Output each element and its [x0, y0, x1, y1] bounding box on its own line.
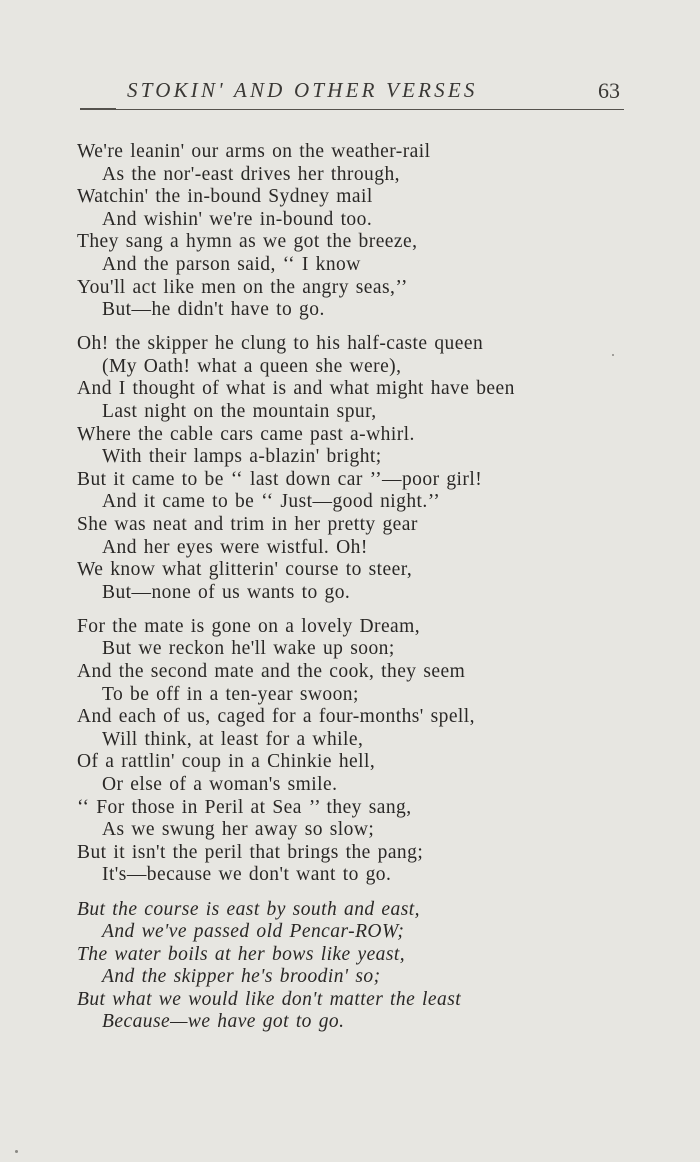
verse-line: And the parson said, ‘‘ I know	[102, 253, 361, 275]
verse-line: And we've passed old Pencar-ROW;	[102, 921, 405, 943]
verse-line: (My Oath! what a queen she were),	[102, 355, 402, 377]
verse-line: And the skipper he's broodin' so;	[102, 966, 381, 988]
stanza	[77, 616, 677, 887]
verse-line: But it isn't the peril that brings the pang;	[77, 841, 424, 863]
running-head	[0, 74, 700, 108]
verse-line: They sang a hymn as we got the breeze,	[77, 231, 418, 253]
verse-line: We're leanin' our arms on the weather-rail	[77, 141, 431, 162]
page-number: 63	[598, 78, 620, 103]
verse-line: But we reckon he'll wake up soon;	[102, 638, 395, 660]
stanza	[77, 899, 677, 1035]
verse-line: And it came to be ‘‘ Just—good night.’’	[102, 491, 441, 513]
verse-line: Last night on the mountain spur,	[102, 401, 377, 423]
verse-line: But the course is east by south and east,	[77, 898, 420, 920]
verse-line: The water boils at her bows like yeast,	[77, 943, 406, 965]
paper-speck	[612, 354, 614, 356]
verse-line: And I thought of what is and what might have been	[77, 378, 515, 400]
verse-line: And the second mate and the cook, they seem	[77, 661, 466, 683]
verse-line: With their lamps a-blazin' bright;	[102, 446, 382, 468]
verse-line: To be off in a ten-year swoon;	[102, 683, 359, 705]
verse-line: Because—we have got to go.	[102, 1011, 345, 1033]
verse-line: For the mate is gone on a lovely Dream,	[77, 615, 421, 637]
verse-line: But it came to be ‘‘ last down car ’’—poor girl!	[77, 468, 483, 490]
verse-line: Will think, at least for a while,	[102, 728, 364, 750]
verse-line: As the nor'-east drives her through,	[102, 163, 400, 185]
verse-line: We know what glitterin' course to steer,	[77, 559, 413, 581]
verse-line: And her eyes were wistful. Oh!	[102, 536, 368, 558]
verse-line: Oh! the skipper he clung to his half-caste queen	[77, 333, 484, 355]
verse-line: Of a rattlin' coup in a Chinkie hell,	[77, 751, 376, 773]
verse-line: And wishin' we're in-bound too.	[102, 208, 373, 230]
header-rule	[80, 109, 624, 110]
verse-line: As we swung her away so slow;	[102, 819, 375, 841]
verse-line: But what we would like don't matter the least	[77, 988, 462, 1010]
verse-line: You'll act like men on the angry seas,’’	[77, 276, 408, 298]
verse-line: And each of us, caged for a four-months' spell,	[77, 706, 475, 728]
verse-line: Watchin' the in-bound Sydney mail	[77, 186, 373, 208]
verse-line: ‘‘ For those in Peril at Sea ’’ they sang,	[77, 796, 412, 818]
poem-body	[77, 141, 677, 1046]
verse-line: It's—because we don't want to go.	[102, 864, 392, 886]
header-rule-tick	[80, 108, 116, 110]
verse-line: Where the cable cars came past a-whirl.	[77, 423, 415, 445]
running-title: STOKIN' AND OTHER VERSES	[127, 78, 478, 102]
verse-line: But—he didn't have to go.	[102, 299, 325, 321]
stanza	[77, 141, 677, 322]
verse-line: She was neat and trim in her pretty gear	[77, 514, 418, 535]
paper-speck	[15, 1150, 18, 1153]
verse-line: Or else of a woman's smile.	[102, 774, 338, 796]
stanza	[77, 333, 677, 604]
verse-line: But—none of us wants to go.	[102, 581, 351, 603]
